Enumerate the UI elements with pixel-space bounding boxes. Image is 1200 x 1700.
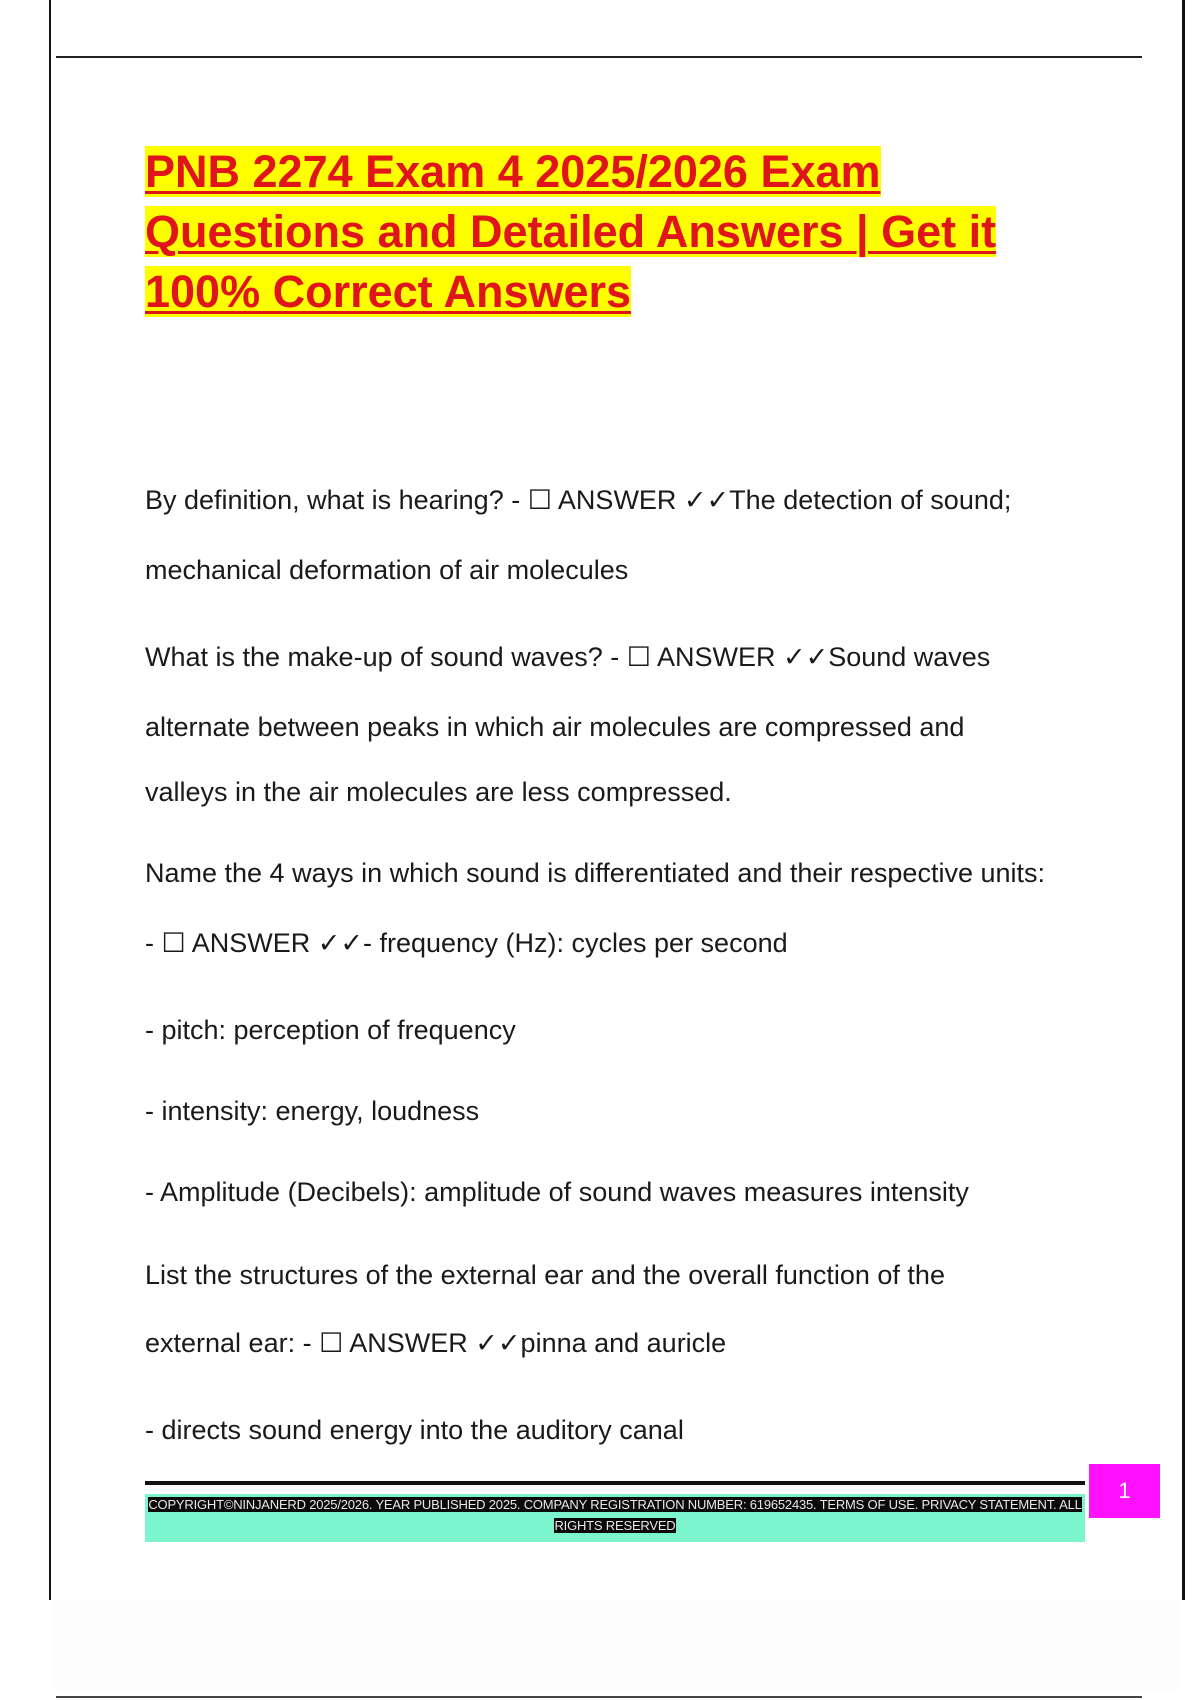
body-line: Name the 4 ways in which sound is differentiated and their respective units: (145, 858, 1045, 888)
body-line: - intensity: energy, loudness (145, 1096, 480, 1126)
document-title (145, 142, 1105, 322)
body-line: external ear: - ☐ ANSWER ✓✓pinna and auricle (145, 1328, 727, 1358)
body-line: List the structures of the external ear and the overall function of the (145, 1260, 945, 1290)
page-bottom-edge (56, 1696, 1142, 1698)
body-line: - directs sound energy into the auditory canal (145, 1415, 684, 1445)
body-line: - Amplitude (Decibels): amplitude of sound waves measures intensity (145, 1177, 969, 1207)
body-line: - pitch: perception of frequency (145, 1015, 516, 1045)
body-line: What is the make-up of sound waves? - ☐ ANSWER ✓✓Sound waves (145, 642, 991, 672)
page-border-left (49, 0, 51, 1600)
footer-divider (145, 1481, 1085, 1485)
title-highlight: PNB 2274 Exam 4 2025/2026 Exam Questions and Detailed Answers | Get it 100% Correct Answers (145, 146, 997, 317)
copyright-footer (145, 1494, 1085, 1542)
page-bottom-margin (52, 1600, 1180, 1690)
body-line: mechanical deformation of air molecules (145, 555, 629, 585)
copyright-text: COPYRIGHT©NINJANERD 2025/2026. YEAR PUBLISHED 2025. COMPANY REGISTRATION NUMBER: 619652435. TERMS OF USE. PRIVACY STATEMENT. ALL RIGHTS RESERVED (148, 1497, 1082, 1533)
header-divider (56, 56, 1142, 58)
body-line: valleys in the air molecules are less compressed. (145, 777, 732, 807)
page-number-badge: 1 (1089, 1464, 1160, 1518)
body-line: - ☐ ANSWER ✓✓- frequency (Hz): cycles per second (145, 928, 788, 958)
page-border-right (1182, 0, 1185, 1600)
body-line: By definition, what is hearing? - ☐ ANSWER ✓✓The detection of sound; (145, 485, 1012, 515)
body-line: alternate between peaks in which air molecules are compressed and (145, 712, 965, 742)
